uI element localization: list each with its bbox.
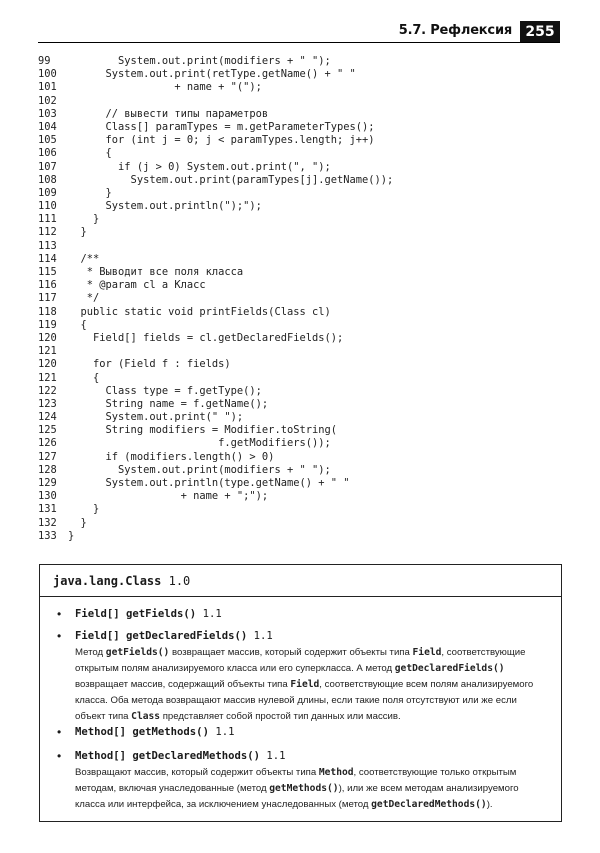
code-line <box>38 108 393 121</box>
code-line <box>38 134 393 147</box>
line-number: 132 <box>38 516 57 529</box>
code-text: for (Field f : fields) <box>68 358 231 371</box>
code-text: } <box>68 516 87 529</box>
code-text: System.out.print(paramTypes[j].getName()); <box>68 173 394 186</box>
code-line <box>38 332 393 345</box>
method-signature <box>53 607 547 623</box>
method-signature <box>53 629 547 645</box>
line-number: 100 <box>38 68 57 81</box>
code-line <box>38 187 393 200</box>
line-number: 104 <box>38 120 57 133</box>
bullet-icon: • <box>57 607 62 621</box>
method-signature <box>53 749 547 765</box>
method-version: 1.1 <box>208 726 235 738</box>
code-line <box>38 266 393 279</box>
method-name: getMethods() <box>132 726 209 738</box>
code-line <box>38 345 393 358</box>
code-line <box>38 385 393 398</box>
line-number: 133 <box>38 529 57 542</box>
line-number: 99 <box>38 55 51 67</box>
line-number: 119 <box>38 318 57 331</box>
code-line <box>38 200 393 213</box>
line-number: 109 <box>38 186 57 199</box>
inline-code: getMethods() <box>269 782 339 794</box>
code-text: */ <box>68 292 100 305</box>
line-number: 107 <box>38 160 57 173</box>
header-rule <box>38 42 560 43</box>
line-number: 123 <box>38 397 57 410</box>
code-text: System.out.print(" "); <box>68 411 244 424</box>
code-text: String name = f.getName(); <box>68 397 269 410</box>
code-text: } <box>68 213 100 226</box>
code-text: } <box>68 529 75 542</box>
line-number: 129 <box>38 477 57 489</box>
api-reference-box <box>39 564 562 822</box>
line-number: 124 <box>38 411 57 424</box>
code-line <box>38 279 393 292</box>
code-line <box>38 398 393 411</box>
method-name: getFields() <box>126 608 197 620</box>
line-number: 120 <box>38 358 57 371</box>
code-line <box>38 372 393 385</box>
line-number: 131 <box>38 503 57 516</box>
line-number: 110 <box>38 200 57 213</box>
inline-code: getDeclaredFields() <box>394 662 505 674</box>
code-line <box>38 464 393 477</box>
line-number: 102 <box>38 94 57 107</box>
code-line <box>38 517 393 530</box>
line-number: 111 <box>38 213 57 226</box>
code-text: System.out.println(");"); <box>68 200 262 213</box>
code-line <box>38 147 393 160</box>
code-line <box>38 319 393 332</box>
running-header <box>0 21 600 45</box>
code-line <box>38 477 393 490</box>
section-title: 5.7. Рефлексия <box>398 23 512 38</box>
code-text: } <box>68 226 87 239</box>
code-text: if (j > 0) System.out.print(", "); <box>68 160 331 173</box>
line-number: 114 <box>38 252 57 265</box>
method-signature <box>53 725 547 741</box>
method-return-type: Method[] <box>75 726 133 738</box>
code-text: for (int j = 0; j < paramTypes.length; j++) <box>68 134 375 147</box>
code-text: // вывести типы параметров <box>68 107 269 120</box>
code-line <box>38 95 393 108</box>
line-number: 115 <box>38 266 57 278</box>
method-version: 1.1 <box>259 750 286 762</box>
line-number: 103 <box>38 107 57 120</box>
code-text: { <box>68 147 112 160</box>
api-class-name: java.lang.Class <box>53 574 162 588</box>
line-number: 121 <box>38 345 57 358</box>
code-text: Class type = f.getType(); <box>68 384 262 397</box>
line-number: 121 <box>38 371 57 384</box>
code-line <box>38 358 393 371</box>
code-text: } <box>68 503 100 516</box>
code-text: /** <box>68 252 100 265</box>
code-line <box>38 490 393 503</box>
code-line <box>38 213 393 226</box>
line-number: 116 <box>38 279 57 292</box>
line-number: 108 <box>38 173 57 186</box>
code-listing <box>38 55 393 543</box>
method-return-type: Method[] <box>75 750 133 762</box>
code-text: + name + "("); <box>68 81 262 94</box>
method-version: 1.1 <box>196 608 222 620</box>
code-text: System.out.print(modifiers + " "); <box>68 463 331 476</box>
code-text: if (modifiers.length() > 0) <box>68 450 275 463</box>
code-text: System.out.print(retType.getName() + " " <box>68 68 356 81</box>
bullet-icon: • <box>57 629 62 643</box>
code-line <box>38 530 393 543</box>
code-line <box>38 306 393 319</box>
code-line <box>38 55 393 68</box>
bullet-icon: • <box>57 749 62 763</box>
line-number: 127 <box>38 450 57 463</box>
code-line <box>38 121 393 134</box>
code-line <box>38 292 393 305</box>
line-number: 112 <box>38 226 57 239</box>
inline-code: getFields() <box>105 646 170 658</box>
code-line <box>38 81 393 94</box>
code-text: * Выводит все поля класса <box>68 266 244 278</box>
inline-code: Field <box>290 678 320 690</box>
api-method-item <box>53 749 547 813</box>
code-text: + name + ";"); <box>68 490 269 503</box>
line-number: 122 <box>38 384 57 397</box>
code-line <box>38 161 393 174</box>
inline-code: Field <box>412 646 442 658</box>
inline-code: Method <box>318 766 354 778</box>
api-method-item <box>53 725 547 741</box>
bullet-icon: • <box>57 725 62 739</box>
page-number: 255 <box>520 21 560 43</box>
code-text: System.out.println(type.getName() + " " <box>68 477 350 489</box>
method-version: 1.1 <box>247 630 273 642</box>
code-text: Class[] paramTypes = m.getParameterTypes(); <box>68 120 375 133</box>
line-number: 118 <box>38 305 57 318</box>
api-class-version: 1.0 <box>168 574 191 588</box>
line-number: 120 <box>38 331 57 344</box>
code-text: Field[] fields = cl.getDeclaredFields(); <box>68 331 344 344</box>
line-number: 130 <box>38 490 57 503</box>
code-line <box>38 68 393 81</box>
code-line <box>38 503 393 516</box>
method-description: Возвращают массив, который содержит объекты типа Method, соответствующие только открытым методам, включая унаследованные (метод getMethods()), или же всем методам анализируемого класса или интерфейса, за исключением унаследованных (метод getDeclaredMethods()). <box>75 766 519 810</box>
line-number: 126 <box>38 437 57 450</box>
line-number: 113 <box>38 239 57 252</box>
line-number: 128 <box>38 463 57 476</box>
method-return-type: Field[] <box>75 608 127 620</box>
code-text: String modifiers = Modifier.toString( <box>68 424 337 437</box>
line-number: 105 <box>38 134 57 147</box>
api-box-header <box>40 565 561 597</box>
code-line <box>38 451 393 464</box>
code-text: { <box>68 318 87 331</box>
method-name: getDeclaredFields() <box>126 630 248 642</box>
code-line <box>38 437 393 450</box>
inline-code: getDeclaredMethods() <box>371 798 487 810</box>
line-number: 101 <box>38 81 57 94</box>
line-number: 125 <box>38 424 57 437</box>
code-text: f.getModifiers()); <box>68 437 331 450</box>
code-line <box>38 253 393 266</box>
api-method-item <box>53 607 547 623</box>
api-method-item <box>53 629 547 725</box>
code-text: } <box>68 186 112 199</box>
code-text: public static void printFields(Class cl) <box>68 305 331 318</box>
code-text: * @param cl a Класс <box>68 279 206 292</box>
code-line <box>38 174 393 187</box>
line-number: 106 <box>38 147 57 160</box>
method-description: Метод getFields() возвращает массив, который содержит объекты типа Field, соответствующие открытым полям анализируемого класса или его суперкласса. А метод getDeclaredFields() возвращает массив, содержащий объекты типа Field, соответствующие всем полям анализируемого класса. Оба метода возвращают массив нулевой длины, если такие поля отсутствуют или же если объект типа Class представляет собой простой тип данных или массив. <box>75 646 534 722</box>
inline-code: Class <box>131 710 161 722</box>
method-name: getDeclaredMethods() <box>132 750 260 762</box>
code-text: { <box>68 371 100 384</box>
line-number: 117 <box>38 292 57 305</box>
code-line <box>38 240 393 253</box>
code-line <box>38 411 393 424</box>
method-return-type: Field[] <box>75 630 127 642</box>
code-line <box>38 226 393 239</box>
code-text: System.out.print(modifiers + " "); <box>68 55 331 67</box>
code-line <box>38 424 393 437</box>
